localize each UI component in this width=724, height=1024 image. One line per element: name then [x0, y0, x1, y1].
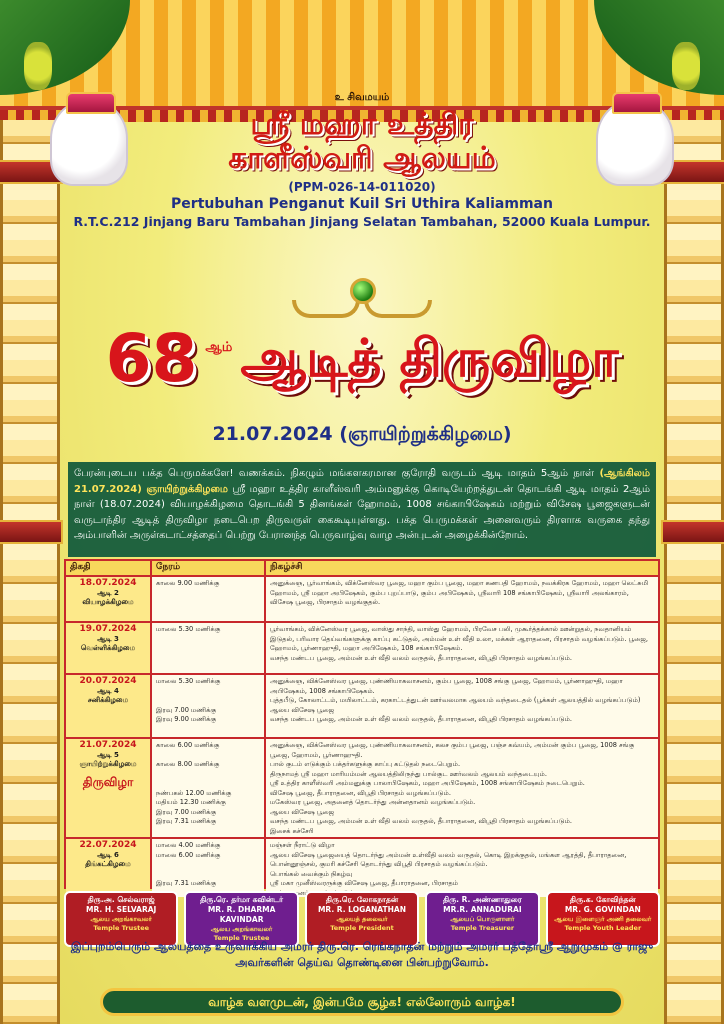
festival-number: 68 — [105, 320, 198, 397]
table-row — [66, 675, 658, 737]
highlight-date: (ஆங்கிலம் 21.07.2024) ஞாயிற்றுக்கிழமை — [74, 468, 650, 495]
left-pillar — [0, 120, 60, 1024]
organisation-name: Pertubuhan Penganut Kuil Sri Uthira Kaliamman — [171, 196, 553, 212]
event-cell: மஞ்சள் நீராட்டு விழா ஆலய விசேஷ பூஜையைத் தொடர்ந்து அம்மன் உள்வீதி வலம் வருதல், கொடி இறக்குதல், மங்கள ஆரத்தி, தீபாராதனை, பொன்னூஞ்சல், குமரி கச்சேரி தொடர்ந்து விபூதி பிரசாதம் வழங்கப்படும். பொங்கல் வைக்கும் நிகழ்வு ஸ்ரீ மகா முனீஸ்வரருக்கு விசேஷ பூஜை, தீபாராதனை, பிரசாதம் — [266, 839, 658, 897]
trustee-card: திரு. R. அண்ணாதுரை MR.R. ANNADURAI ஆலயப் பொருளாளர் Temple Treasurer — [425, 891, 539, 947]
column-header-date: திகதி — [66, 561, 150, 575]
trustee-list — [64, 891, 660, 942]
temple-address: R.T.C.212 Jinjang Baru Tambahan Jinjang Selatan Tambahan, 52000 Kuala Lumpur. — [73, 214, 651, 229]
column-header-event: நிகழ்ச்சி — [266, 561, 658, 575]
event-cell: அனுக்ஞை, விக்னேஸ்வர பூஜை, புண்ணியாகவாசனம், கலச கும்ப பூஜை, பஞ்ச கவ்யம், அம்மன் கும்ப பூஜை, 1008 சங்கு பூஜை, ஹோமம், பூர்ணாஹுதி. பால் குடம் எடுக்கும் பக்தர்களுக்கு காப்பு கட்டுதல் நடைபெறும். திருநாமத் ஸ்ரீ மஹா மாரியம்மன் ஆலயத்திலிருந்து பால்குட ஊர்வலம் ஆலயம் வந்தடையும். ஸ்ரீ உத்திர காளீஸ்வரி அம்மனுக்கு பாலாபிஷேகம், மஹா அபிஷேகம், 1008 சங்காபிஷேகம் நடைபெறும். விசேஷ பூஜை, தீபாராதனை, விபூதி பிரசாதம் வழங்கப்படும். மகேஸ்வர பூஜை, அதனைத் தொடர்ந்து அன்னதானம் வழங்கப்படும். ஆலய விசேஷ பூஜை வசந்த மண்டப பூஜை, அம்மன் உள் வீதி வலம் வருதல், தீபாராதனை, விபூதி பிரசாதம் வழங்கப்படும். இசைக் கச்சேரி — [266, 739, 658, 837]
time-cell: மாலை 5.30 மணிக்கு — [152, 623, 264, 673]
festival-day-label: திருவிழா — [82, 774, 134, 789]
schedule-table — [64, 559, 660, 889]
table-row — [66, 577, 658, 621]
festival-name: ஆடித் திருவிழா — [240, 329, 619, 389]
registration-number: (PPM-026-14-011020) — [288, 180, 436, 194]
ornament-emblem-icon — [292, 278, 432, 324]
trustee-card: திரு.க. கோவிந்தன் MR. G. GOVINDAN ஆலய இளைஞர் அணி தலைவர் Temple Youth Leader — [546, 891, 660, 947]
footer-blessing: வாழ்க வளமுடன், இன்பமே சூழ்க! எல்லோரும் வாழ்க! — [100, 988, 624, 1016]
festival-date: 21.07.2024 (ஞாயிற்றுக்கிழமை) — [212, 423, 512, 445]
column-header-time: நேரம் — [152, 561, 264, 575]
right-pillar — [664, 120, 724, 1024]
date-cell: 20.07.2024 ஆடி 4 சனிக்கிழமை — [66, 675, 150, 737]
date-cell: 18.07.2024 ஆடி 2 வியாழக்கிழமை — [66, 577, 150, 621]
festival-suffix: ஆம் — [205, 340, 233, 355]
temple-name: ஸ்ரீ மஹா உத்திர காளீஸ்வரி ஆலயம் — [228, 107, 496, 176]
banana-bunch-icon — [24, 42, 52, 90]
date-cell: 19.07.2024 ஆடி 3 வெள்ளிக்கிழமை — [66, 623, 150, 673]
banana-bunch-icon — [672, 42, 700, 90]
invitation-paragraph: பேரன்புடைய பக்த பெருமக்களே! வணக்கம். நிகழும் மங்களகரமான குரோதி வருடம் ஆடி மாதம் 5ஆம் நாள் (ஆங்கிலம் 21.07.2024) ஞாயிற்றுக்கிழமை ஸ்ரீ மஹா உத்திர காளீஸ்வரி அம்மனுக்கு கொடியேற்றத்துடன் தொடங்கி ஆடி மாதம் 2ஆம் நாள் (18.07.2024) வியாழக்கிழமை தொடங்கி 5 தினங்கள் ஹோமம், 1008 சங்காபிஷேகம் மற்றும் விசேஷ பூஜைகளுடன் வருடாந்திர ஆடித் திருவிழா நடைபெற திருவருள் கைகூடியுள்ளது. பக்த பெருமக்கள் அனைவரும் திரளாக வருகை தந்து அம்பாளின் அருள்கடாட்சத்தைப் பெற்று பேரானந்த பெருவாழ்வு வாழ அன்புடன் அழைக்கின்றோம். — [68, 462, 656, 557]
event-cell: அனுக்ஞை, பூர்வாங்கம், விக்னேஸ்வர பூஜை, மஹா கும்ப பூஜை, மஹா கணபதி ஹோமம், நவக்கிரக ஹோமம், மஹா லெட்சுமி ஹோமம், ஸ்ரீ மஹா அபிஷேகம், கும்ப புறப்பாடு, கும்ப அபிஷேகம், ஸ்ரீவாரி 108 சங்காபிஷேகம், ஸ்ரீவாரி அலங்காரம், விசேஷ பூஜை, பிரசாதம் வழங்குதல். — [266, 577, 658, 621]
shivamayam-text: உ சிவமயம் — [334, 92, 390, 103]
trustee-card: திரு.அ. செல்வராஜ் MR. H. SELVARAJ ஆலய அறங்காவலர் Temple Trustee — [64, 891, 178, 947]
time-cell: காலை 6.00 மணிக்கு காலை 8.00 மணிக்கு நண்பகல் 12.00 மணிக்கு மதியம் 12.30 மணிக்கு இரவு 7.00 மணிக்கு இரவு 7.31 மணிக்கு — [152, 739, 264, 837]
trustee-card: திரு.ரெ. தர்மா கவின்டர் MR. R. DHARMA KAVINDAR ஆலய அறங்காவலர் Temple Trustee — [184, 891, 298, 947]
time-cell: மாலை 5.30 மணிக்கு இரவு 7.00 மணிக்கு இரவு 9.00 மணிக்கு — [152, 675, 264, 737]
time-cell: மாலை 4.00 மணிக்கு மாலை 6.00 மணிக்கு இரவு 7.31 மணிக்கு — [152, 839, 264, 897]
table-row — [66, 739, 658, 837]
date-cell: 22.07.2024 ஆடி 6 திங்கட்கிழமை — [66, 839, 150, 897]
time-cell: காலை 9.00 மணிக்கு — [152, 577, 264, 621]
festival-title — [0, 320, 724, 397]
table-row — [66, 623, 658, 673]
trustee-card: திரு.ரெ. லோகநாதன் MR. R. LOGANATHAN ஆலயத் தலைவர் Temple President — [305, 891, 419, 947]
schedule-header-row — [66, 561, 658, 575]
date-cell: 21.07.2024 ஆடி 5 ஞாயிற்றுக்கிழமை திருவிழா — [66, 739, 150, 837]
temple-header — [0, 92, 724, 229]
table-row — [66, 839, 658, 897]
tribute-text: இப்புறம்பெரும் ஆலயத்தை உருவாக்கிய அமரர் திரு.ரெ. ரெங்கநாதன் மற்றும் அமரர் பத்தோஸ்ரீ ஆறுமுகம் @ ராஜு அவர்களின் தெய்வ தொண்டினை பின்பற்றுவோம். — [70, 940, 654, 969]
event-cell: அனுக்ஞை, விக்னேஸ்வர பூஜை, புண்ணியாகவாசனம், கும்ப பூஜை, 1008 சங்கு பூஜை, ஹோமம், பூர்ணாஹுதி, மஹா அபிஷேகம், 1008 சங்காபிஷேகம். புத்தபீடு, கோலாட்டம், மயிலாட்டம், கரகாட்டத்துடன் ஊர்வலமாக ஆலயம் வந்தடைதல் (பூக்கள் ஆலயத்தில் வழங்கப்படும்) ஆலய விசேஷ பூஜை வசந்த மண்டப பூஜை, அம்மன் உள் வீதி வலம் வருதல், தீபாராதனை, விபூதி பிரசாதம் வழங்கப்படும். — [266, 675, 658, 737]
event-cell: பூர்வாங்கம், விக்னேஸ்வர பூஜை, வாஸ்து சாந்தி, வாஸ்து ஹோமம், பிரவேச பலி, முகூர்த்தக்கால் ஊன்றுதல், நவதானியம் இடுதல், பரிவார தெய்வங்களுக்கு காப்பு கட்டுதல், அம்மன் உள் வீதி உலா, மக்கள் ஆராதனை, பிரசாதம் வழங்கப்படும். பூஜை, ஹோமம், பூர்ணாஹுதி, மஹா அபிஷேகம், 108 சங்காபிஷேகம். வசந்த மண்டப பூஜை, அம்மன் உள் வீதி வலம் வருதல், தீபாராதனை, விபூதி பிரசாதம் வழங்கப்படும். — [266, 623, 658, 673]
